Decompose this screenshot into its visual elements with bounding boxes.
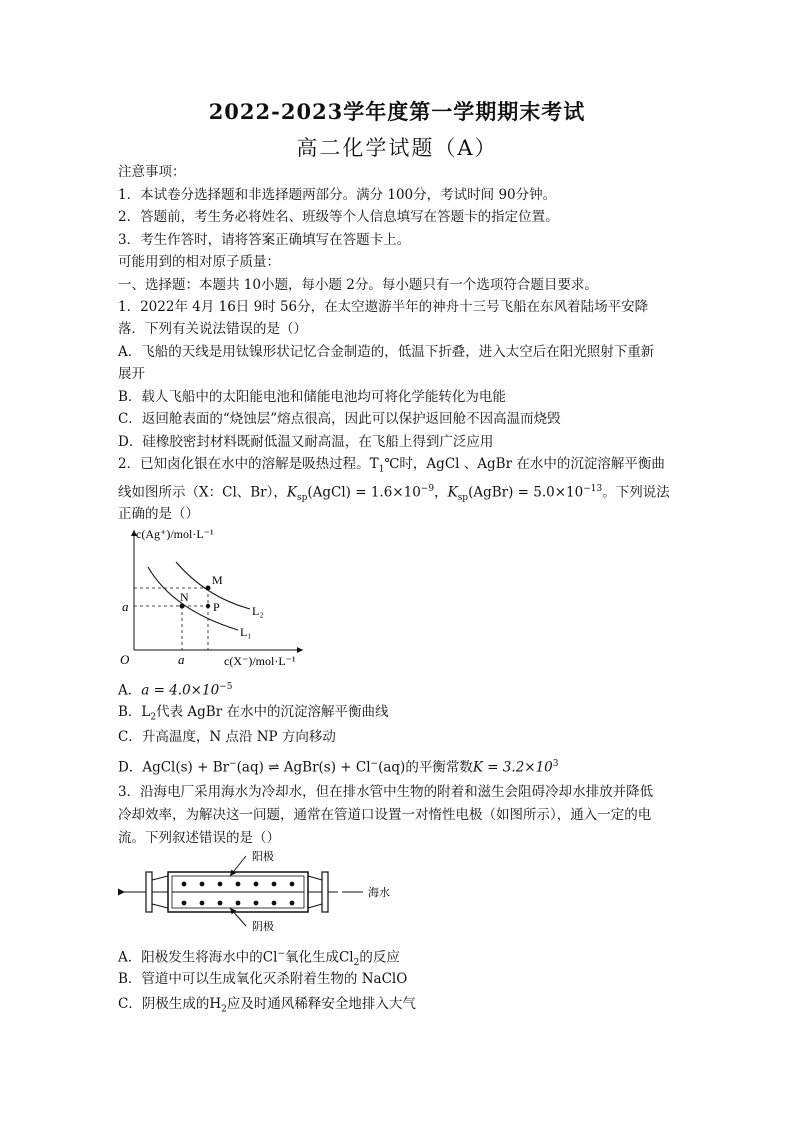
q1-stem: 落．下列有关说法错误的是（）	[118, 321, 307, 337]
label-l1: L₁	[240, 625, 252, 639]
a-x-label: a	[178, 652, 185, 667]
a-y-label: a	[122, 599, 129, 614]
origin-label: O	[120, 652, 130, 667]
q3-option-a: A．阳极发生将海水中的Cl−氧化生成$Cl_2$的反应	[118, 949, 400, 969]
cathode-label: 阴极	[252, 920, 274, 932]
point-m	[206, 586, 211, 591]
q3-stem: 冷却效率，为解决这一问题，通常在管道口设置一对惰性电极（如图所示），通入一定的电	[118, 807, 652, 823]
exam-title: 2022-2023学年度第一学期期末考试	[208, 99, 586, 124]
x-axis-label: c(X⁻)/mol·L⁻¹	[224, 654, 296, 668]
q1-stem: 1．2022年 4月 16日 9时 56分，在太空遨游半年的神舟十三号飞船在东风着陆场平安降	[118, 299, 649, 315]
note-item: 3．考生作答时，请将答案正确填写在答题卡上。	[118, 232, 411, 248]
q2-option-b: B．$L_2$代表 AgBr 在水中的沉淀溶解平衡曲线	[118, 704, 389, 723]
curve-l1	[148, 567, 238, 630]
q3-stem: 流。下列叙述错误的是（）	[118, 830, 280, 846]
y-axis-label: c(Ag⁺)/mol·L⁻¹	[136, 527, 214, 541]
q3-option-b: B．管道中可以生成氧化灭杀附着生物的 NaClO	[118, 971, 408, 987]
electrode-pipe-figure	[118, 846, 408, 932]
q2-stem: 2．已知卤化银在水中的溶解是吸热过程。$T_1℃$时，AgCl 、AgBr 在水中的沉淀溶解平衡曲	[118, 456, 665, 475]
solubility-graph	[118, 522, 328, 674]
q3-option-c: C．阴极生成的$H_2$应及时通风稀释安全地排入大气	[118, 996, 416, 1015]
q1-option-b: B．载人飞船中的太阳能电池和储能电池均可将化学能转化为电能	[118, 389, 506, 405]
section1-heading: 一、选择题：本题共 10小题，每小题 2分。每小题只有一个选项符合题目要求。	[118, 277, 598, 293]
label-m: M	[212, 573, 223, 587]
q2-option-a: A．$a = 4.0\times 10^{-5}$	[118, 682, 233, 699]
atomic-mass-line: 可能用到的相对原子质量：	[118, 254, 280, 270]
q1-option-d: D．硅橡胶密封材料既耐低温又耐高温，在飞船上得到广泛应用	[118, 434, 494, 450]
q2-option-d: D．AgCl(s) + Br−(aq) ⇌ AgBr(s) + Cl−(aq)的平衡常数$K = 3.2\times 10^3$	[118, 759, 559, 776]
q3-stem: 3．沿海电厂采用海水为冷却水，但在排水管中生物的附着和滋生会阻碍冷却水排放并降低	[118, 784, 654, 800]
label-p: P	[213, 600, 220, 614]
q2-option-c: C．升高温度，N 点沿 NP 方向移动	[118, 729, 336, 745]
exam-subtitle: 高二化学试题（A）	[296, 136, 498, 160]
q1-option-a: A．飞船的天线是用钛镍形状记忆合金制造的，低温下折叠，进入太空后在阳光照射下重新	[118, 344, 655, 360]
q1-option-a: 展开	[118, 366, 145, 382]
right-flange	[322, 872, 328, 912]
q2-stem: 正确的是（）	[118, 506, 199, 522]
note-item: 1．本试卷分选择题和非选择题两部分。满分 100分，考试时间 90分钟。	[118, 187, 557, 203]
anode-label: 阳极	[252, 850, 274, 863]
label-n: N	[180, 590, 189, 604]
seawater-label: 海水	[368, 886, 390, 899]
q1-option-c: C．返回舱表面的“烧蚀层”熔点很高，因此可以保护返回舱不因高温而烧毁	[118, 411, 561, 427]
note-item: 2．答题前，考生务必将姓名、班级等个人信息填写在答题卡的指定位置。	[118, 209, 559, 225]
label-l2: L₂	[252, 604, 264, 618]
notes-heading: 注意事项：	[118, 164, 186, 180]
q2-stem: 线如图所示（X：Cl、Br），$K_{sp}(AgCl) = 1.6\times 10^{-9}$，$K_{sp}(AgBr) = 5.0\times 10^{-13}$。下列说法	[118, 484, 670, 504]
point-n	[180, 604, 185, 609]
point-p	[206, 604, 210, 608]
left-flange	[146, 872, 152, 912]
